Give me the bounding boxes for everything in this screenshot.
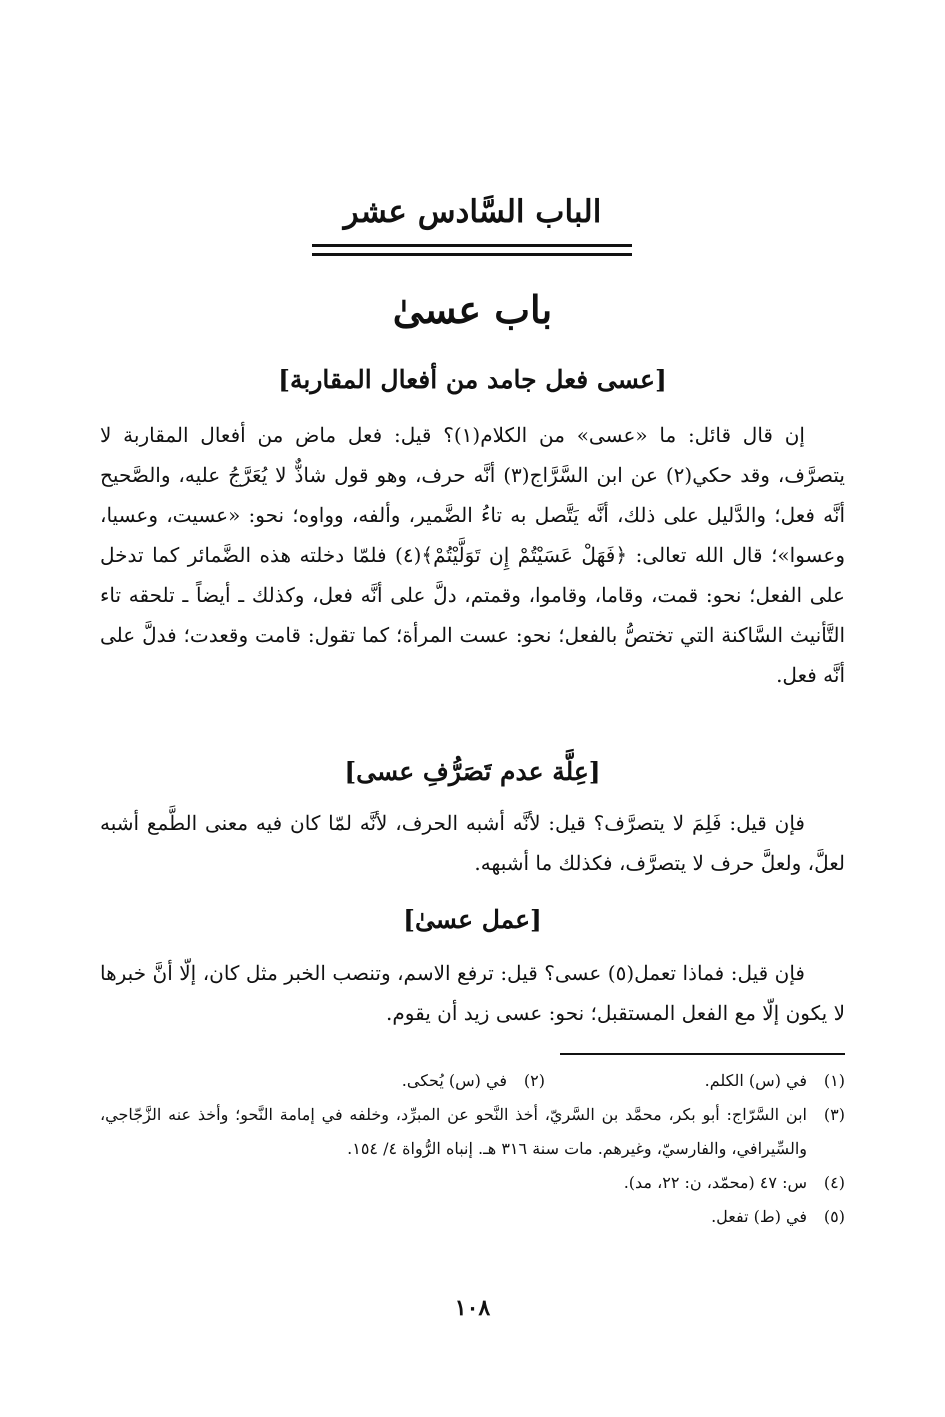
footnote-number: (٤) [823,1173,845,1192]
paragraph-tasarruf [100,803,845,883]
book-page [100,0,845,1417]
footnotes [100,1064,845,1234]
section-title: باب عسىٰ [392,287,553,332]
footnote-4 [100,1166,845,1200]
footnote-text: في (س) الكلم. [704,1071,807,1090]
paragraph-text: إن قال قائل: ما «عسى» من الكلام(١)؟ قيل: فعل ماض من أفعال المقاربة لا يتصرَّف، وقد حكي(٢) عن ابن السَّرَّاج(٣) أنَّه حرف، وهو قول شاذٌّ لا يُعَرَّجُ عليه، والصَّحيح أنَّه فعل؛ والدَّليل على ذلك، أنَّه يَتَّصل به تاءُ الضَّمير، وألفه، وواوه؛ نحو: «عسيت، وعسيا، وعسوا»؛ قال الله تعالى: ﴿فَهَلْ عَسَيْتُمْ إِن تَوَلَّيْتُمْ﴾(٤) فلمّا دخلته هذه الضَّمائر كما تدخل على الفعل؛ نحو: قمت، وقاما، وقاموا، وقمتم، دلَّ على أنَّه فعل، وكذلك ـ أيضاً ـ تلحقه تاء التَّأنيث السَّاكنة التي تختصُّ بالفعل؛ نحو: عست المرأة؛ كما تقول: قامت وقعدت؛ فدلَّ على أنَّه فعل. [100,423,846,687]
footnote-1 [545,1064,845,1098]
footnote-number: (٣) [823,1105,845,1124]
footnote-number: (٥) [823,1207,845,1226]
title-double-rule [312,244,632,256]
footnote-number: (١) [823,1071,845,1090]
footnote-text: في (س) يُحكى. [401,1071,507,1090]
footnote-separator [560,1053,845,1055]
footnote-number: (٢) [523,1071,545,1090]
footnote-text: س: ٤٧ (محمّد، ن: ٢٢، مد). [623,1173,807,1192]
page-number: ١٠٨ [454,1295,491,1321]
footnote-3 [100,1098,845,1166]
footnote-text: في (ط) تفعل. [711,1207,807,1226]
paragraph-amal [100,953,845,1033]
paragraph-text: فإن قيل: فماذا تعمل(٥) عسى؟ قيل: ترفع الاسم، وتنصب الخبر مثل كان، إلّا أنَّ خبرها لا يكون إلّا مع الفعل المستقبل؛ نحو: عسى زيد أن يقوم. [100,961,845,1025]
paragraph-text: فإن قيل: فَلِمَ لا يتصرَّف؟ قيل: لأنَّه أشبه الحرف، لأنَّه لمّا كان فيه معنى الطَّمع أشبه لعلَّ، ولعلَّ حرف لا يتصرَّف، فكذلك ما أشبهه. [100,811,845,875]
footnote-5 [100,1200,845,1234]
footnote-2 [245,1064,545,1098]
footnote-pair [100,1064,845,1098]
paragraph-jamid [100,415,845,695]
footnote-text: ابن السَّرّاج: أبو بكر، محمَّد بن السَّريّ، أخذ النَّحو عن المبرِّد، وخلفه في إمامة النَّحو؛ وأخذ عنه الزَّجّاجي، والسِّيرافي، والفارسيّ، وغيرهم. مات سنة ٣١٦ هـ. إنباه الرُّواة ٤/ ١٥٤. [100,1105,807,1158]
subheading-jamid: [عسى فعل جامد من أفعال المقاربة] [278,365,667,394]
chapter-title: الباب السَّادس عشر [343,194,602,230]
subheading-tasarruf: [عِلَّة عدم تَصَرُّفِ عسى] [344,757,601,786]
subheading-amal: [عمل عسىٰ] [403,905,542,934]
